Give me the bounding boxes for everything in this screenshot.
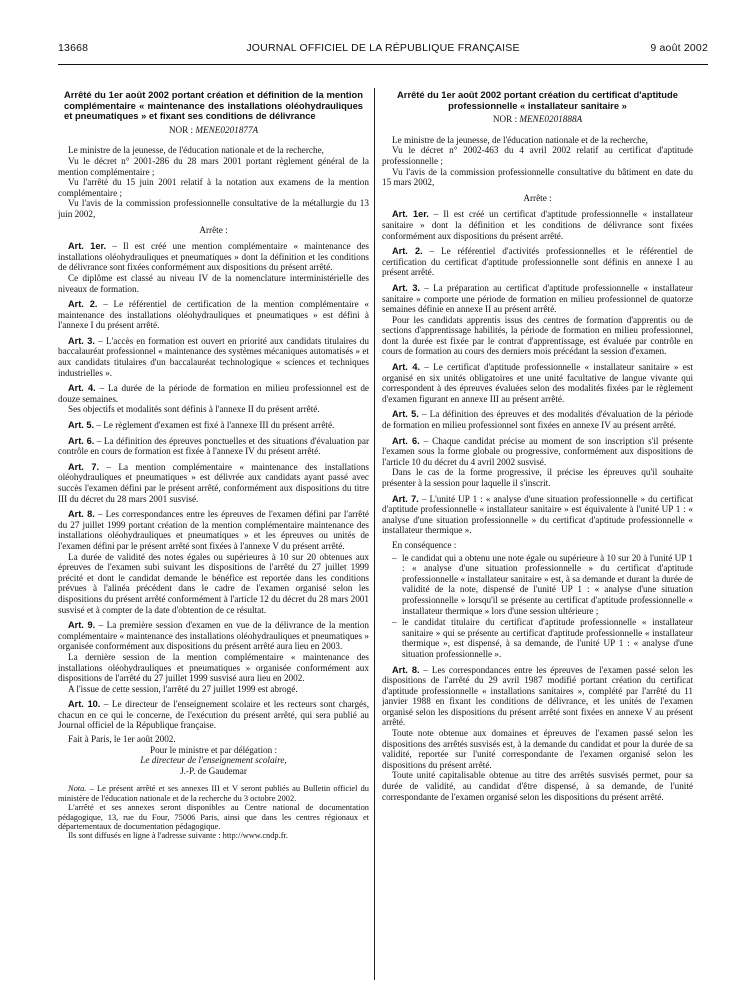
article-text: – Le certificat d'aptitude professionnelle « installateur sanitaire » est organisé en six unités obligatoires et une unité facultative de langue vivante qui correspondent à des épreuves évaluées selon des modalités fixées par le règlement d'examen figurant en annexe III au présent arrêté. (382, 362, 693, 404)
article-text: – Chaque candidat précise au moment de son inscription s'il présente l'examen sous la forme globale ou progressive, conformément aux dispositions de l'article 10 du décret du 4 avril 2002 susvisé. (382, 435, 693, 467)
note-text: – Le présent arrêté et ses annexes III et V seront publiés au Bulletin officiel du ministère de l'éducation nationale et de la recherche du 3 octobre 2002. (58, 784, 369, 803)
article-text: Dans le cas de la forme progressive, il précise les épreuves qu'il souhaite présenter à la session pour laquelle il s'inscrit. (382, 467, 693, 488)
article-label: Art. 7. (68, 461, 100, 472)
article-paragraph (382, 246, 693, 278)
note-text: L'arrêté et ses annexes seront disponibles au Centre national de documentation pédagogique, 13, rue du Four, 75006 Paris, ainsi que dans les centres régionaux et départementaux de documentation pédagogique. (58, 803, 369, 832)
signature-role: Le directeur de l'enseignement scolaire, (140, 755, 287, 766)
article-text: – Le référentiel de certification de la mention complémentaire « maintenance des installations oléohydrauliques et pneumatiques » est défini à l'annexe I du présent arrêté. (58, 299, 369, 331)
article-paragraph (58, 436, 369, 457)
article-paragraph (382, 467, 693, 488)
left-column (58, 90, 369, 982)
preamble-paragraph: Vu l'arrêté du 15 juin 2001 relatif à la notation aux examens de la mention complémentaire ; (58, 177, 369, 198)
list-item: – le candidat qui a obtenu une note égale ou supérieure à 10 sur 20 à l'unité UP 1 : « analyse d'une situation professionnelle » du certificat d'aptitude professionnelle « installateur sanitaire » est, à sa demande et durant la durée de validité de la note, dispensé de l'unité UP 1 : « analyse d'une situation professionnelle » lorsqu'il se présente au certificat d'aptitude professionnelle « installateur thermique » lors d'une session ultérieure ; (392, 553, 693, 617)
articles-right-continued (382, 665, 693, 803)
article-label: Art. 2. (392, 246, 423, 257)
articles-left (58, 241, 369, 731)
article-paragraph (58, 420, 369, 431)
page-header (58, 42, 708, 65)
nor-label: NOR : (168, 124, 194, 135)
preamble-paragraph: Vu le décret n° 2001-286 du 28 mars 2001 portant règlement général de la mention complémentaire ; (58, 155, 369, 177)
signature-delegation: Pour le ministre et par délégation : (149, 744, 278, 755)
page-number: 13668 (58, 42, 89, 54)
article-label: Art. 4. (68, 383, 96, 394)
nor-reference-left (58, 125, 369, 136)
article-label: Art. 8. (68, 509, 95, 520)
article-paragraph (58, 383, 369, 404)
article-label: Art. 3. (392, 282, 420, 293)
article-paragraph (58, 620, 369, 652)
article-label: Art. 3. (68, 335, 95, 346)
decree-title-left: Arrêté du 1er août 2002 portant création et définition de la mention complémentaire « maintenance des installations oléohydrauliques et pneumatiques » et fixant ses conditions de délivrance (64, 90, 363, 122)
article-paragraph (58, 509, 369, 551)
preamble-paragraph: Vu l'avis de la commission professionnelle consultative du bâtiment en date du 15 mars 2002, (382, 166, 693, 188)
article-text: Ses objectifs et modalités sont définis à l'annexe II du présent arrêté. (68, 404, 320, 415)
article-text: Toute note obtenue aux domaines et épreuves de l'examen passé selon les dispositions des arrêtés susvisés est, à la demande du candidat et pour la durée de sa validité, reportée sur l'unité correspondante de l'examen organisé selon les dispositions du présent arrêté. (382, 728, 693, 770)
article-text: Pour les candidats apprentis issus des centres de formation d'apprentis ou de sections d'apprentissage habilités, la période de formation en milieu professionnel, dont la durée est fixée par le contrat d'apprentissage, est évaluée par contrôle en cours de formation au cours des derniers mois précédant la session d'examen. (382, 314, 693, 357)
notes-block (58, 784, 369, 840)
article-text: – Le règlement d'examen est fixé à l'annexe III du présent arrêté. (94, 420, 335, 431)
article-text: – La définition des épreuves ponctuelles et des situations d'évaluation par contrôle en cours de formation est fixée à l'annexe IV du présent arrêté. (58, 435, 369, 457)
nor-code: MENE0201877A (195, 124, 259, 135)
articles-right (382, 209, 693, 550)
done-at: Fait à Paris, le 1er août 2002. (68, 734, 176, 745)
article-paragraph (58, 299, 369, 331)
article-paragraph (382, 728, 693, 770)
column-divider (374, 88, 375, 980)
article-label: Art. 10. (68, 699, 101, 710)
article-paragraph (382, 540, 693, 551)
article-label: Art. 7. (392, 493, 419, 504)
article-paragraph (382, 436, 693, 468)
journal-title: JOURNAL OFFICIEL DE LA RÉPUBLIQUE FRANÇAISE (246, 42, 520, 54)
article-paragraph (382, 770, 693, 802)
article-text: – L'accès en formation est ouvert en priorité aux candidats titulaires du baccalauréat professionnel « maintenance des systèmes mécaniques automatisés » et aux candidats titulaires d'un baccalauréat technologique « sciences et techniques industrielles ». (58, 335, 369, 378)
consequence-list (392, 553, 693, 660)
article-label: Art. 6. (68, 435, 95, 446)
signature-name: J.-P. de Gaudemar (180, 765, 247, 776)
article-text: En conséquence : (392, 539, 457, 550)
note-text: Ils sont diffusés en ligne à l'adresse suivante : http://www.cndp.fr. (68, 831, 288, 841)
article-text: – L'unité UP 1 : « analyse d'une situation professionnelle » du certificat d'aptitude professionnelle « installateur sanitaire » est équivalente à l'unité UP 1 : « analyse d'une situation professionnelle » du certificat d'aptitude professionnelle « installateur thermique ». (382, 493, 693, 536)
nor-reference-right (382, 114, 693, 125)
preamble-paragraph: Vu le décret n° 2002-463 du 4 avril 2002 relatif au certificat d'aptitude professionnelle ; (382, 145, 693, 166)
article-paragraph (58, 273, 369, 294)
article-paragraph (382, 209, 693, 241)
right-column (382, 90, 693, 982)
article-label: Art. 2. (68, 299, 98, 310)
article-label: Art. 9. (68, 620, 96, 631)
preamble-paragraph: Vu l'avis de la commission professionnelle consultative de la métallurgie du 13 juin 2002, (58, 198, 369, 219)
article-label: Art. 8. (392, 664, 420, 675)
article-paragraph (58, 684, 369, 695)
article-paragraph (382, 283, 693, 315)
article-paragraph (58, 462, 369, 504)
article-paragraph (58, 404, 369, 415)
article-text: – La définition des épreuves et des modalités d'évaluation de la période de formation en milieu professionnel sont fixées en annexe IV au présent arrêté. (382, 409, 693, 431)
article-text: – Les correspondances entre les épreuves de l'examen passé selon les dispositions de l'arrêté du 29 avril 1987 modifié portant création du certificat d'aptitude professionnelle « installations sanitaires », complété par l'arrêté du 11 janvier 1988 en fixant les conditions de délivrance, et les unités de l'examen organisé selon les dispositions du présent arrêté sont fixées en annexe V au présent arrêté. (382, 664, 693, 728)
article-paragraph (382, 409, 693, 430)
article-text: – Les correspondances entre les épreuves de l'examen défini par l'arrêté du 27 juillet 1999 portant création de la mention complémentaire maintenance des installations oléohydrauliques et pneumatiques » et les épreuves ou unités de l'examen défini par le présent arrêté sont fixées à l'annexe V du présent arrêté. (58, 509, 369, 551)
article-paragraph (58, 652, 369, 684)
list-item: – le candidat titulaire du certificat d'aptitude professionnelle « installateur sanitaire » qui se présente au certificat d'aptitude professionnelle « installateur thermique », est dispensé, à sa demande, de l'unité UP 1 : « analyse d'une situation professionnelle ». (392, 617, 693, 659)
note-paragraph (58, 831, 369, 840)
nor-code: MENE0201888A (519, 114, 583, 125)
article-label: Art. 4. (392, 362, 421, 373)
article-label: Art. 5. (68, 420, 95, 431)
article-text: La durée de validité des notes égales ou supérieures à 10 sur 20 obtenues aux épreuves de l'examen subi suivant les dispositions de l'arrêté du 27 juillet 1999 précité et dont le candidat demande le bénéfice est reportée dans les conditions prévues à l'alinéa précédent dans le cadre de l'examen organisé selon les dispositions du présent arrêté conformément à l'article 12 du décret du 28 mars 2001 susvisé et à compter de la date d'obtention de ce résultat. (58, 551, 369, 615)
article-text: – La mention complémentaire « maintenance des installations oléohydrauliques et pneumatiques » est délivrée aux candidats ayant passé avec succès l'examen défini par le présent arrêté, conformément aux dispositions du titre III du décret du 28 mars 2001 susvisé. (58, 461, 369, 504)
article-label: Art. 5. (392, 409, 419, 420)
article-paragraph (382, 315, 693, 357)
article-paragraph (382, 494, 693, 536)
article-text: – Il est créé un certificat d'aptitude professionnelle « installateur sanitaire » dont la définition et les conditions de délivrance sont fixées conformément aux dispositions du présent arrêté. (382, 209, 693, 241)
article-text: A l'issue de cette session, l'arrêté du 27 juillet 1999 est abrogé. (68, 683, 298, 694)
article-text: – Le référentiel d'activités professionnelles et le référentiel de certification du certificat d'aptitude professionnelle sont définis en annexe I au présent arrêté. (382, 246, 693, 278)
article-label: Art. 1er. (392, 209, 429, 220)
article-text: – Il est créé une mention complémentaire « maintenance des installations oléohydrauliques et pneumatiques » dont la définition et les conditions de délivrance sont fixées conformément aux dispositions du présent arrêté. (58, 241, 369, 273)
article-text: Toute unité capitalisable obtenue au titre des arrêtés susvisés permet, pour sa durée de validité, au candidat d'être dispensé, à sa demande, de l'unité correspondante de l'examen organisé selon les dispositions du présent arrêté. (382, 770, 693, 802)
article-text: – La préparation au certificat d'aptitude professionnelle « installateur sanitaire » comporte une période de formation en milieu professionnel de quatorze semaines définie en annexe II au présent arrêté. (382, 282, 693, 315)
issue-date: 9 août 2002 (650, 42, 708, 54)
article-paragraph (382, 362, 693, 404)
arrete-heading: Arrête : (523, 192, 552, 203)
article-paragraph (58, 241, 369, 273)
preamble-paragraph: Le ministre de la jeunesse, de l'éducation nationale et de la recherche, (392, 134, 648, 145)
article-paragraph (58, 336, 369, 378)
article-paragraph (58, 699, 369, 731)
preamble-right (382, 135, 693, 188)
article-paragraph (382, 665, 693, 729)
preamble-left (58, 145, 369, 219)
article-text: La dernière session de la mention complémentaire « maintenance des installations oléohydrauliques et pneumatiques » organisée conformément aux dispositions de l'arrêté du 27 juillet 1999 susvisé aura lieu en 2002. (58, 651, 369, 684)
article-text: – La première session d'examen en vue de la délivrance de la mention complémentaire « maintenance des installations oléohydrauliques et pneumatiques » organisée conformément aux dispositions du présent arrêté aura lieu en 2003. (58, 620, 369, 652)
decree-title-right: Arrêté du 1er août 2002 portant création du certificat d'aptitude professionnelle « installateur sanitaire » (397, 90, 678, 111)
preamble-paragraph: Le ministre de la jeunesse, de l'éducation nationale et de la recherche, (68, 145, 324, 156)
article-label: Art. 1er. (68, 241, 107, 252)
article-paragraph (58, 552, 369, 616)
arrete-heading: Arrête : (199, 224, 228, 235)
note-label: Nota. (68, 784, 87, 794)
note-paragraph (58, 803, 369, 831)
nor-label: NOR : (492, 114, 518, 125)
note-paragraph (58, 784, 369, 803)
article-text: – Le directeur de l'enseignement scolaire et les recteurs sont chargés, chacun en ce qui le concerne, de l'exécution du présent arrêté, qui sera publié au Journal officiel de la République française. (58, 699, 369, 731)
article-text: – La durée de la période de formation en milieu professionnel est de douze semaines. (58, 383, 369, 404)
article-label: Art. 6. (392, 435, 420, 446)
article-text: Ce diplôme est classé au niveau IV de la nomenclature interministérielle des niveaux de formation. (58, 272, 369, 294)
